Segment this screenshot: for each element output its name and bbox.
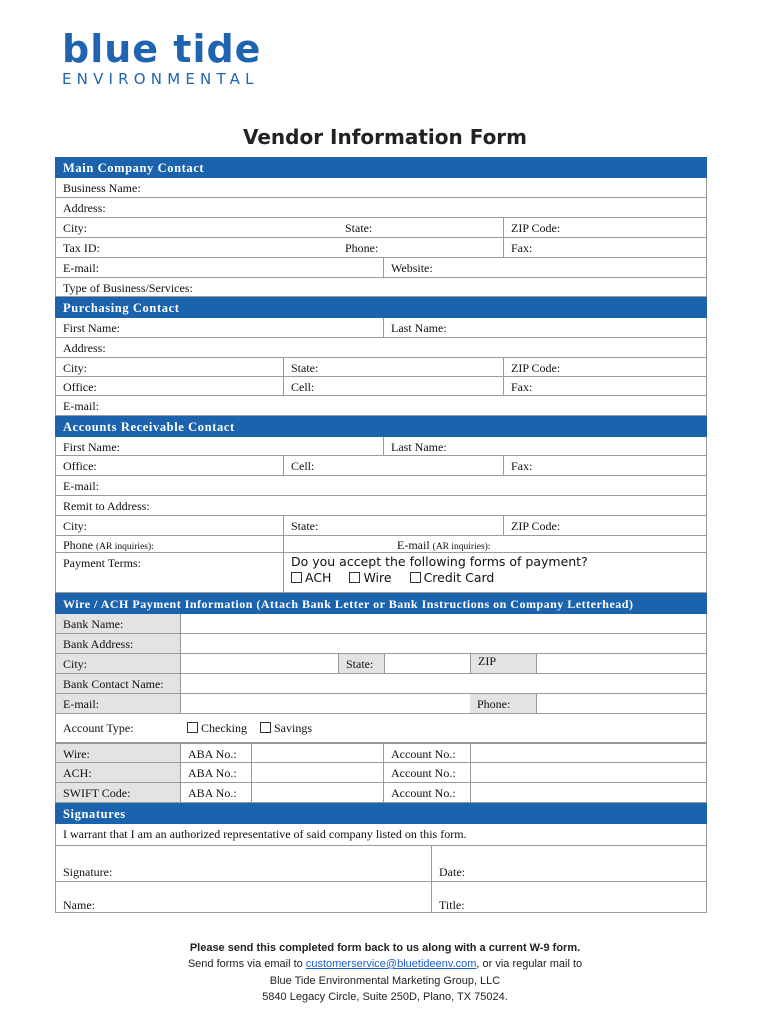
company-logo (62, 27, 272, 92)
bank-name-label: Bank Name: (56, 614, 180, 633)
bank-city-input[interactable] (180, 654, 338, 673)
ar-email2-label: E-mail (397, 538, 430, 552)
row-purchasing-name (55, 318, 707, 338)
logo-wordmark: blue tide (62, 27, 262, 71)
row-ar-remit (55, 496, 707, 516)
swift-aba-label: ABA No.: (180, 783, 251, 802)
bank-address-input[interactable] (180, 634, 706, 653)
bank-city-label: City: (56, 654, 180, 673)
ar-email2-note: (AR inquiries): (432, 542, 491, 552)
footer-company-name: Blue Tide Environmental Marketing Group, LLC (269, 975, 501, 987)
footer-send-pre: Send forms via email to (187, 958, 306, 970)
credit-card-option[interactable] (410, 570, 495, 585)
ach-account-input[interactable] (470, 763, 706, 782)
row-ar-phone (55, 536, 707, 553)
business-type-field[interactable]: Type of Business/Services: (63, 281, 193, 295)
footer-address: 5840 Legacy Circle, Suite 250D, Plano, TX 75024. (262, 991, 508, 1003)
section-header-main-contact: Main Company Contact (55, 157, 707, 178)
ar-first-name-field[interactable]: First Name: (63, 440, 120, 454)
footer-send-post: , or via regular mail to (476, 958, 583, 970)
bank-state-input[interactable] (384, 654, 470, 673)
ar-cell-field[interactable]: Cell: (283, 456, 503, 475)
account-type-options (180, 714, 706, 742)
row-purchasing-office (55, 377, 707, 396)
checking-label: Checking (201, 721, 247, 735)
purchasing-state-field[interactable]: State: (283, 358, 503, 376)
title-field[interactable]: Title: (431, 882, 706, 912)
wire-account-input[interactable] (470, 744, 706, 762)
purchasing-email-field[interactable]: E-mail: (63, 399, 99, 413)
purchasing-first-name-field[interactable]: First Name: (63, 321, 120, 335)
purchasing-cell-field[interactable]: Cell: (283, 377, 503, 395)
date-field[interactable]: Date: (431, 846, 706, 881)
ar-phone-field[interactable] (56, 536, 283, 552)
row-swift (55, 783, 707, 803)
tax-id-field[interactable]: Tax ID: (63, 241, 100, 255)
row-ar-name (55, 437, 707, 456)
ach-row-label: ACH: (56, 763, 180, 782)
row-business-name (55, 178, 707, 198)
customer-service-email-link[interactable]: customerservice@bluetideenv.com (305, 958, 477, 970)
ach-option[interactable] (291, 570, 331, 585)
row-bank-address (55, 634, 707, 654)
phone-field[interactable]: Phone: (345, 241, 379, 255)
row-name (55, 882, 707, 913)
bank-email-input[interactable] (180, 694, 470, 713)
bank-contact-input[interactable] (180, 674, 706, 693)
ar-city-field[interactable]: City: (63, 519, 88, 533)
bank-zip-label: ZIP (470, 654, 536, 673)
row-ar-city (55, 516, 707, 536)
logo-tagline: ENVIRONMENTAL (62, 70, 259, 88)
ar-email2-field[interactable] (283, 536, 706, 552)
row-bank-email (55, 694, 707, 714)
ar-last-name-field[interactable]: Last Name: (383, 437, 706, 455)
savings-checkbox[interactable] (260, 722, 271, 733)
ar-email-field[interactable]: E-mail: (63, 479, 99, 493)
row-tax (55, 238, 707, 258)
form-title: Vendor Information Form (242, 125, 528, 149)
row-type (55, 278, 707, 297)
section-header-signatures: Signatures (55, 803, 707, 824)
row-purchasing-address (55, 338, 707, 358)
row-wire (55, 743, 707, 763)
ar-remit-field[interactable]: Remit to Address: (63, 499, 150, 513)
row-city (55, 218, 707, 238)
row-warrant (55, 824, 707, 846)
state-field[interactable]: State: (345, 221, 373, 235)
ar-payment-terms-field[interactable]: Payment Terms: (63, 556, 141, 570)
warrant-statement: I warrant that I am an authorized representative of said company listed on this form. (63, 827, 467, 841)
wire-option[interactable] (349, 570, 391, 585)
row-ar-office (55, 456, 707, 476)
checking-option[interactable] (187, 721, 247, 735)
ar-state-field[interactable]: State: (283, 516, 503, 535)
payment-forms-cell (283, 553, 706, 592)
ach-account-label: Account No.: (383, 763, 470, 782)
row-bank-name (55, 614, 707, 634)
ach-aba-input[interactable] (251, 763, 383, 782)
purchasing-last-name-field[interactable]: Last Name: (383, 318, 706, 337)
section-header-purchasing: Purchasing Contact (55, 297, 707, 318)
ach-checkbox[interactable] (291, 572, 302, 583)
ach-label: ACH (305, 570, 332, 585)
bank-state-label: State: (338, 654, 384, 673)
ar-fax-field[interactable]: Fax: (503, 456, 706, 475)
name-field[interactable]: Name: (63, 898, 95, 912)
wire-aba-label: ABA No.: (180, 744, 251, 762)
ar-office-field[interactable]: Office: (63, 459, 97, 473)
city-field[interactable]: City: (63, 221, 88, 235)
swift-account-label: Account No.: (383, 783, 470, 802)
wire-aba-input[interactable] (251, 744, 383, 762)
bank-phone-label: Phone: (470, 694, 536, 713)
section-header-wire: Wire / ACH Payment Information (Attach Bank Letter or Bank Instructions on Company Letterhead) (55, 593, 707, 614)
row-ar-terms (55, 553, 707, 593)
purchasing-city-field[interactable]: City: (63, 361, 88, 375)
bank-zip-input[interactable] (536, 654, 706, 673)
savings-option[interactable] (260, 721, 312, 735)
ar-phone-label: Phone (63, 538, 93, 552)
wire-row-label: Wire: (56, 744, 180, 762)
signature-field[interactable]: Signature: (63, 865, 113, 879)
row-purchasing-email (55, 396, 707, 416)
bank-email-label: E-mail: (56, 694, 180, 713)
row-email (55, 258, 707, 278)
bank-address-label: Bank Address: (56, 634, 180, 653)
credit-card-checkbox[interactable] (410, 572, 421, 583)
purchasing-fax-field[interactable]: Fax: (503, 377, 706, 395)
row-bank-contact (55, 674, 707, 694)
wire-account-label: Account No.: (383, 744, 470, 762)
row-bank-city (55, 654, 707, 674)
bank-name-input[interactable] (180, 614, 706, 633)
bank-contact-label: Bank Contact Name: (56, 674, 180, 693)
payment-question: Do you accept the following forms of payment? (291, 554, 588, 569)
payment-options (291, 570, 706, 585)
purchasing-office-field[interactable]: Office: (63, 380, 97, 394)
address-field[interactable]: Address: (63, 201, 106, 215)
section-header-ar: Accounts Receivable Contact (55, 416, 707, 437)
bank-phone-input[interactable] (536, 694, 706, 713)
fax-field[interactable]: Fax: (503, 238, 706, 257)
ar-phone-note: (AR inquiries): (96, 542, 154, 552)
wire-checkbox[interactable] (349, 572, 360, 583)
footer-send-line (0, 958, 770, 970)
business-name-field[interactable]: Business Name: (63, 181, 141, 195)
row-ar-email (55, 476, 707, 496)
swift-aba-input[interactable] (251, 783, 383, 802)
purchasing-address-field[interactable]: Address: (63, 341, 106, 355)
ar-zip-field[interactable]: ZIP Code: (503, 516, 706, 535)
purchasing-zip-field[interactable]: ZIP Code: (503, 358, 706, 376)
swift-account-input[interactable] (470, 783, 706, 802)
row-purchasing-city (55, 358, 707, 377)
wire-label: Wire (363, 570, 392, 585)
savings-label: Savings (274, 721, 313, 735)
website-field[interactable]: Website: (383, 258, 706, 277)
checking-checkbox[interactable] (187, 722, 198, 733)
email-field[interactable]: E-mail: (63, 261, 99, 275)
zip-field[interactable]: ZIP Code: (503, 218, 706, 237)
row-address (55, 198, 707, 218)
footer-instruction: Please send this completed form back to us along with a current W-9 form. (189, 942, 581, 954)
swift-row-label: SWIFT Code: (56, 783, 180, 802)
row-ach (55, 763, 707, 783)
account-type-label: Account Type: (63, 721, 134, 735)
row-signature (55, 846, 707, 882)
row-account-type (55, 714, 707, 743)
ach-aba-label: ABA No.: (180, 763, 251, 782)
credit-card-label: Credit Card (423, 570, 495, 585)
